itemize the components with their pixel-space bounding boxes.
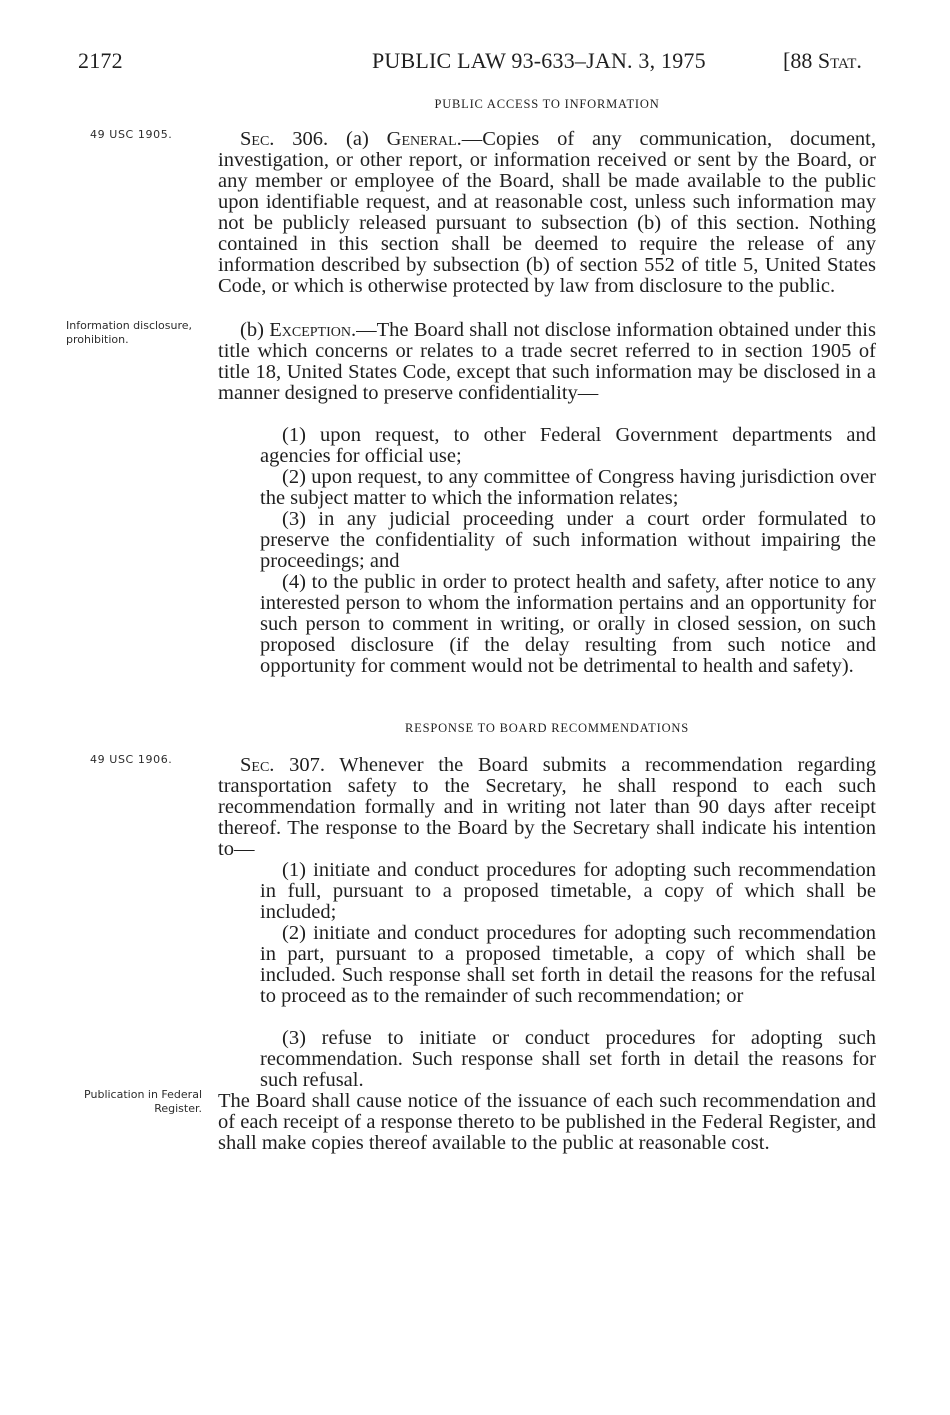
section-306-general xyxy=(218,129,876,297)
margin-citation-1905: 49 USC 1905. xyxy=(90,128,173,141)
section-307-intro xyxy=(218,755,876,860)
exception-prefix: (b) xyxy=(240,319,270,341)
page-number: 2172 xyxy=(78,48,123,73)
section-306-exception xyxy=(218,320,876,404)
statutes-reference xyxy=(783,48,862,74)
clause-307-3: (3) refuse to initiate or conduct procedures for adopting such recommendation. Such response shall set forth in detail the reasons for such refusal. xyxy=(260,1027,876,1091)
section-heading-response: RESPONSE TO BOARD RECOMMENDATIONS xyxy=(405,721,689,735)
section-307-intro-text: 307. Whenever the Board submits a recommendation regarding transportation safety to the Secretary, he shall respond to each such recommendation formally and in writing not later than 90 days after receipt thereof. The response to the Board by the Secretary shall indicate his intention to— xyxy=(218,754,876,860)
sec-label: Sec. xyxy=(240,128,275,150)
clause-306-2: (2) upon request, to any committee of Congress having jurisdiction over the subject matter to which the information relates; xyxy=(260,466,876,509)
general-text-2: —Copies of any communication, document, investigation, or other report, or information received or sent by the Board, or any member or employee of the Board, shall be made available to the public upon identifiable request, and at reasonable cost, unless such information may not be publicly released pursuant to subsection (b) of this section. Nothing contained in this section shall be deemed to require the release of any information described by subsection (b) of section 552 of title 5, United States Code, or which is otherwise protected by law from disclosure to the public. xyxy=(218,128,876,297)
exception-text: —The Board shall not disclose information obtained under this title which concerns or relates to a trade secret referred to in section 1905 of title 18, United States Code, except that such information may be disclosed in a manner designed to preserve confidentiality— xyxy=(218,319,876,404)
sec-label-307: Sec. xyxy=(240,754,275,776)
exception-label: Exception. xyxy=(269,319,357,341)
stat-word: Stat. xyxy=(817,48,862,73)
section-heading-public-access: PUBLIC ACCESS TO INFORMATION xyxy=(434,97,660,111)
running-head: PUBLIC LAW 93-633–JAN. 3, 1975 xyxy=(372,48,706,73)
margin-note-information-disclosure: Information disclosure, prohibition. xyxy=(66,319,193,346)
margin-citation-1906: 49 USC 1906. xyxy=(90,753,173,766)
general-label: General. xyxy=(386,128,462,150)
clause-306-3: (3) in any judicial proceeding under a court order formulated to preserve the confidentiality of such information without impairing the proceedings; and xyxy=(260,508,876,572)
general-text-1: 306. (a) xyxy=(274,128,387,150)
clause-306-4: (4) to the public in order to protect health and safety, after notice to any interested person to whom the information pertains and an opportunity for such person to comment in writing, or orally in closed session, on such proposed disclosure (if the delay resulting from such notice and opportunity for comment would not be detrimental to health and safety). xyxy=(260,571,876,677)
publication-paragraph: The Board shall cause notice of the issuance of each such recommendation and of each receipt of a response thereto to be published in the Federal Register, and shall make copies thereof available to the public at reasonable cost. xyxy=(218,1090,876,1154)
clause-307-1: (1) initiate and conduct procedures for adopting such recommendation in full, pursuant to a proposed timetable, a copy of which shall be included; xyxy=(260,859,876,923)
clause-307-2: (2) initiate and conduct procedures for adopting such recommendation in part, pursuant to a proposed timetable, a copy of which shall be included. Such response shall set forth in detail the reasons for the refusal to proceed as to the remainder of such recommendation; or xyxy=(260,922,876,1007)
clause-306-1: (1) upon request, to other Federal Government departments and agencies for official use; xyxy=(260,424,876,467)
stat-prefix: [88 xyxy=(783,48,818,73)
margin-note-publication: Publication in Federal Register. xyxy=(84,1088,202,1115)
